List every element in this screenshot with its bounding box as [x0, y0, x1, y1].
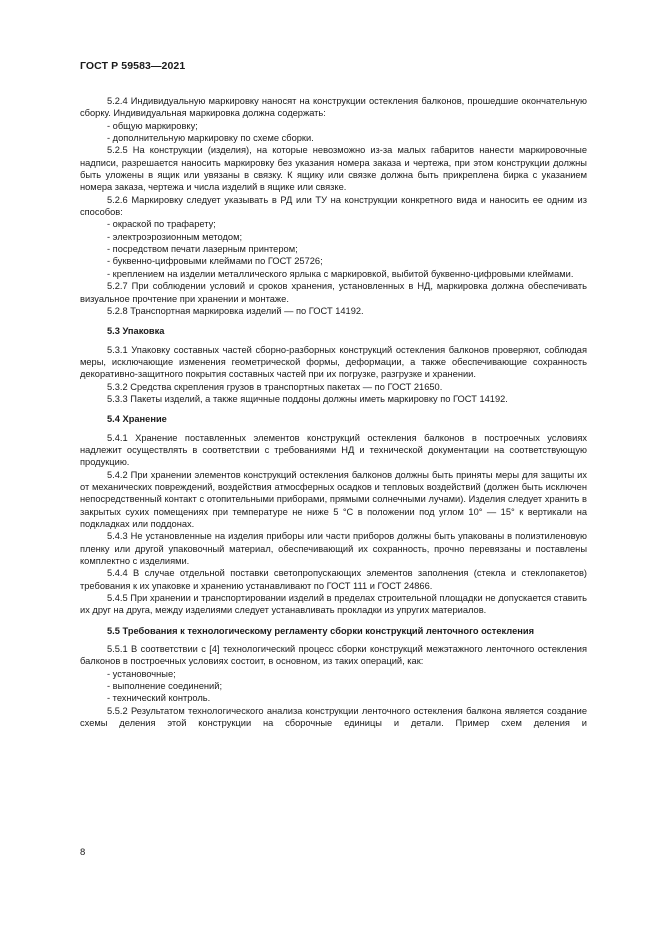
list-item: - посредством печати лазерным принтером; — [107, 244, 298, 255]
paragraph-5-4-3: 5.4.3 Не установленные на изделия приборы или части приборов должны быть упакованы в полиэтиленовую пленку или другой упаковочный материал, обеспечивающий их сохранность, прочно перевязаны и поставлены комплектно с изделиями. — [80, 531, 587, 567]
paragraph-5-3-2: 5.3.2 Средства скрепления грузов в транспортных пакетах — по ГОСТ 21650. — [107, 381, 443, 392]
list-item: - установочные; — [107, 668, 176, 679]
paragraph-5-5-1: 5.5.1 В соответствии с [4] технологический процесс сборки конструкций межэтажного ленточного остекления балконов в построечных условиях состоит, в основном, из таких операций, как: — [80, 644, 587, 667]
document-header: ГОСТ Р 59583—2021 — [80, 60, 186, 72]
list-item: - креплением на изделии металлического ярлыка с маркировкой, выбитой буквенно-цифровыми клеймами. — [107, 268, 574, 279]
page-number: 8 — [80, 847, 86, 858]
paragraph-5-3-1: 5.3.1 Упаковку составных частей сборно-разборных конструкций остекления балконов проверяют, соблюдая меры, исключающие изменения геометрической формы, деформации, а также обеспечивающие сохранность декоративно-защитного покрытия составных частей при их погрузке, разгрузке и хранении. — [80, 344, 587, 380]
paragraph-5-2-4: 5.2.4 Индивидуальную маркировку наносят на конструкции остекления балконов, прошедшие окончательную сборку. Индивидуальная маркировка должна содержать: — [80, 96, 587, 119]
list-item: - выполнение соединений; — [107, 681, 223, 692]
paragraph-5-4-2: 5.4.2 При хранении элементов конструкций остекления балконов должны быть приняты меры для защиты их от механических повреждений, воздействия атмосферных осадков и тепловых воздействий (должен быть исключен непосредственный контакт с отопительными приборами, прямыми солнечными лучами). Изделия следует хранить в закрытых сухих помещениях при температуре не ниже 5 °С в положении под углом 10° — 15° к вертикали на подкладках или поддонах. — [80, 469, 587, 529]
section-heading-5-5: 5.5 Требования к технологическому регламенту сборки конструкций ленточного остекления — [107, 625, 535, 636]
paragraph-5-4-1: 5.4.1 Хранение поставленных элементов конструкций остекления балконов в построечных условиях надлежит осуществлять в соответствии с требованиями НД и технической документации на соответствующую продукцию. — [80, 432, 587, 468]
list-item: - общую маркировку; — [107, 120, 198, 131]
list-item: - буквенно-цифровыми клеймами по ГОСТ 25726; — [107, 256, 323, 267]
list-item: - технический контроль. — [107, 693, 211, 704]
list-item: - окраской по трафарету; — [107, 219, 216, 230]
paragraph-5-4-4: 5.4.4 В случае отдельной поставки светопропускающих элементов заполнения (стекла и стеклопакетов) требования к их упаковке и хранению устанавливают по ГОСТ 111 и ГОСТ 24866. — [80, 568, 587, 591]
list-item: - дополнительную маркировку по схеме сборки. — [107, 133, 314, 144]
paragraph-5-5-2: 5.5.2 Результатом технологического анализа конструкции ленточного остекления балкона является создание схемы деления этой конструкции на сборочные единицы и детали. Пример схем деления и — [80, 705, 587, 729]
list-item: - электроэрозионным методом; — [107, 231, 243, 242]
section-heading-5-4: 5.4 Хранение — [107, 414, 167, 425]
paragraph-5-3-3: 5.3.3 Пакеты изделий, а также ящичные поддоны должны иметь маркировку по ГОСТ 14192. — [107, 393, 508, 404]
paragraph-5-2-5: 5.2.5 На конструкции (изделия), на которые невозможно из-за малых габаритов нанести маркировочные надписи, разрешается наносить маркировку без указания номера заказа и чертежа, при этом конструкции должны быть уложены в ящик или увязаны в связку. К ящику или связке должна быть прикреплена бирка с указанием номера заказа, чертежа и числа изделий в ящике или связке. — [80, 145, 587, 193]
paragraph-5-2-7: 5.2.7 При соблюдении условий и сроков хранения, установленных в НД, маркировка должна обеспечивать визуальное прочтение при хранении и монтаже. — [80, 281, 587, 304]
paragraph-5-2-6: 5.2.6 Маркировку следует указывать в РД или ТУ на конструкции конкретного вида и наносить ее одним из способов: — [80, 194, 587, 218]
document-body — [80, 95, 587, 730]
paragraph-5-2-8: 5.2.8 Транспортная маркировка изделий — по ГОСТ 14192. — [107, 305, 364, 316]
paragraph-5-4-5: 5.4.5 При хранении и транспортировании изделий в пределах строительной площадки не допускается ставить их друг на друга, между изделиями следует устанавливать прокладки из упругих материалов. — [80, 593, 587, 616]
section-heading-5-3: 5.3 Упаковка — [107, 326, 165, 337]
